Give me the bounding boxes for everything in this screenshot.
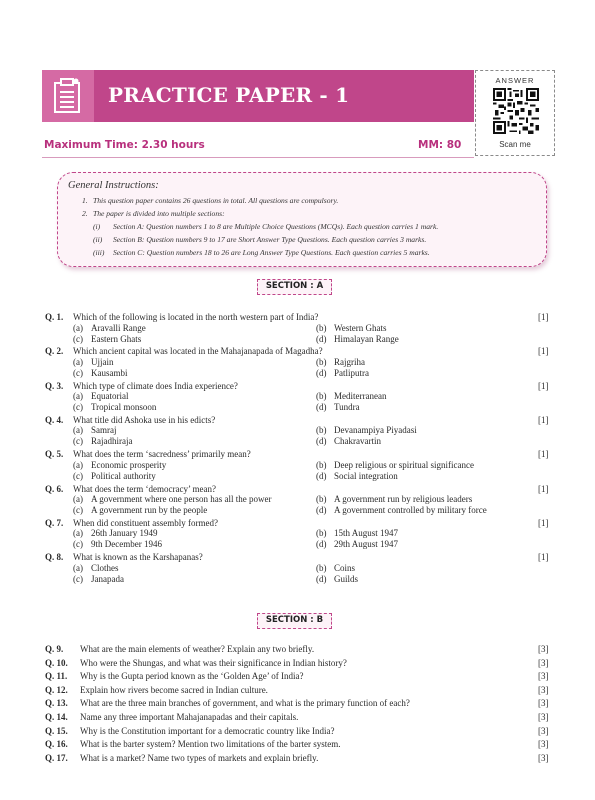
question-marks: [3] [538, 684, 549, 695]
option-text: Samraj [91, 425, 117, 436]
option-label: (b) [316, 494, 327, 504]
option-text: 26th January 1949 [91, 528, 158, 539]
option-label: (a) [73, 356, 83, 367]
instruction-sub-text: Section B: Question numbers 9 to 17 are Short Answer Type Questions. Each question carries 3 marks. [113, 235, 427, 244]
option-label: (b) [316, 425, 327, 436]
header-divider [42, 157, 474, 158]
instruction-number: 2. [82, 209, 88, 218]
option-label: (c) [73, 505, 83, 515]
document-icon [42, 70, 94, 122]
option-label: (d) [316, 505, 327, 515]
question-marks: [3] [538, 657, 549, 668]
question-text: Name any three important Mahajanapadas and their capitals. [80, 712, 299, 722]
option-label: (a) [73, 391, 83, 402]
question-text: What is known as the Karshapanas? [73, 552, 203, 563]
option-text: 9th December 1946 [91, 539, 162, 550]
option-label: (b) [316, 322, 327, 333]
option-text: Economic prosperity [91, 459, 167, 470]
option-label: (d) [316, 402, 327, 413]
option-label: (c) [73, 539, 83, 550]
option-text: Eastern Ghats [91, 333, 142, 344]
question-text: When did constituent assembly formed? [73, 517, 218, 528]
option-label: (a) [73, 459, 83, 470]
question-marks: [3] [538, 712, 549, 722]
question-number: Q. 14. [45, 712, 68, 722]
instruction-sub-number: (iii) [93, 248, 105, 257]
question-number: Q. 16. [45, 739, 68, 750]
section-b-heading: SECTION : B [257, 613, 332, 629]
option-label: (c) [73, 402, 83, 413]
option-text: Janapada [91, 573, 124, 584]
question-marks: [3] [538, 644, 549, 654]
question-number: Q. 9. [45, 644, 64, 654]
instruction-sub-number: (i) [93, 222, 101, 231]
instruction-text: The paper is divided into multiple sections: [93, 209, 225, 218]
qr-scan-caption: Scan me [499, 140, 531, 149]
question-number: Q. 10. [45, 657, 68, 668]
option-label: (d) [316, 436, 327, 447]
instruction-sub-text: Section C: Question numbers 18 to 26 are Long Answer Type Questions. Each question carries 5 marks. [113, 248, 430, 257]
option-label: (a) [73, 562, 83, 573]
qr-code-icon[interactable] [493, 88, 539, 134]
option-text: A government controlled by military force [334, 505, 487, 515]
option-label: (c) [73, 470, 83, 481]
question-marks: [1] [538, 483, 549, 494]
question-text: Why is the Gupta period known as the ‘Golden Age’ of India? [80, 671, 304, 682]
option-text: 15th August 1947 [334, 528, 399, 539]
option-label: (d) [316, 573, 327, 584]
option-label: (b) [316, 459, 327, 470]
section-a-heading: SECTION : A [257, 279, 332, 295]
option-text: Tropical monsoon [91, 402, 157, 413]
option-text: Chakravartin [334, 436, 381, 447]
question-marks: [1] [538, 346, 549, 357]
option-text: Coins [334, 562, 356, 573]
general-instructions [57, 172, 547, 267]
question-marks: [1] [538, 517, 549, 528]
instruction-number: 1. [82, 196, 88, 205]
option-label: (a) [73, 322, 83, 333]
answer-qr-box[interactable] [475, 70, 555, 156]
option-label: (c) [73, 573, 83, 584]
question-marks: [1] [538, 552, 549, 563]
option-text: Social integration [334, 470, 398, 481]
option-label: (c) [73, 367, 83, 378]
question-marks: [3] [538, 739, 549, 750]
max-marks: MM: 80 [418, 139, 462, 151]
option-label: (a) [73, 494, 83, 504]
question-text: What is a market? Name two types of markets and explain briefly. [80, 752, 319, 763]
option-label: (d) [316, 333, 327, 344]
question-number: Q. 4. [45, 414, 64, 425]
option-label: (a) [73, 425, 83, 436]
question-number: Q. 15. [45, 725, 68, 736]
option-label: (b) [316, 528, 327, 539]
question-text: What are the main elements of weather? Explain any two briefly. [80, 644, 315, 654]
option-label: (a) [73, 528, 83, 539]
option-text: Political authority [91, 470, 156, 481]
question-number: Q. 11. [45, 671, 68, 682]
option-label: (b) [316, 391, 327, 402]
option-text: 29th August 1947 [334, 539, 399, 550]
instruction-sub-number: (ii) [93, 235, 103, 244]
page-title: PRACTICE PAPER - 1 [108, 83, 350, 107]
option-label: (c) [73, 436, 83, 447]
question-text: Which of the following is located in the north western part of India? [73, 312, 319, 322]
option-text: Rajadhiraja [91, 436, 133, 447]
question-text: Why is the Constitution important for a democratic country like India? [80, 725, 335, 736]
option-text: A government run by religious leaders [334, 494, 473, 504]
question-marks: [3] [538, 698, 549, 709]
question-marks: [3] [538, 752, 549, 763]
question-number: Q. 17. [45, 752, 68, 763]
question-number: Q. 8. [45, 552, 64, 563]
question-marks: [1] [538, 312, 549, 322]
question-marks: [1] [538, 380, 549, 391]
question-marks: [3] [538, 725, 549, 736]
qr-answer-label: ANSWER [495, 76, 535, 85]
question-number: Q. 6. [45, 483, 64, 494]
question-text: Which type of climate does India experience? [73, 380, 238, 391]
option-text: Ujjain [91, 356, 114, 367]
question-text: What title did Ashoka use in his edicts? [73, 414, 216, 425]
question-text: What is the barter system? Mention two limitations of the barter system. [80, 739, 341, 750]
question-text: Which ancient capital was located in the Mahajanapada of Magadha? [73, 346, 323, 357]
instructions-title: General Instructions: [68, 180, 159, 191]
question-marks: [1] [538, 449, 549, 460]
option-text: A government run by the people [91, 505, 208, 515]
option-text: Aravalli Range [91, 322, 146, 333]
question-number: Q. 12. [45, 684, 68, 695]
option-text: Western Ghats [334, 322, 387, 333]
question-text: Who were the Shungas, and what was their significance in Indian history? [80, 657, 347, 668]
option-text: Rajgriha [334, 356, 365, 367]
question-marks: [3] [538, 671, 549, 682]
option-text: Deep religious or spiritual significance [334, 459, 474, 470]
option-label: (b) [316, 356, 327, 367]
option-label: (c) [73, 333, 83, 344]
option-text: Mediterranean [334, 391, 387, 402]
option-text: Himalayan Range [334, 333, 399, 344]
option-text: Devanampiya Piyadasi [334, 425, 417, 436]
option-text: Clothes [91, 562, 119, 573]
option-text: A government where one person has all the power [91, 494, 272, 504]
question-text: What are the three main branches of government, and what is the primary function of each? [80, 698, 410, 709]
option-text: Tundra [334, 402, 360, 413]
option-label: (d) [316, 470, 327, 481]
question-number: Q. 13. [45, 698, 68, 709]
question-number: Q. 1. [45, 312, 64, 322]
option-text: Guilds [334, 573, 359, 584]
question-number: Q. 7. [45, 517, 64, 528]
instruction-sub-text: Section A: Question numbers 1 to 8 are Multiple Choice Questions (MCQs). Each question carries 1 mark. [113, 222, 439, 231]
title-banner [42, 70, 474, 122]
question-text: Explain how rivers become sacred in Indian culture. [80, 684, 268, 695]
max-time: Maximum Time: 2.30 hours [44, 139, 205, 151]
question-number: Q. 5. [45, 449, 64, 460]
question-marks: [1] [538, 414, 549, 425]
option-label: (d) [316, 367, 327, 378]
question-number: Q. 3. [45, 380, 64, 391]
question-text: What does the term ‘sacredness’ primarily mean? [73, 449, 251, 460]
question-number: Q. 2. [45, 346, 64, 357]
option-label: (b) [316, 562, 327, 573]
option-text: Kausambi [91, 367, 128, 378]
option-text: Patliputra [334, 367, 369, 378]
instruction-text: This question paper contains 26 questions in total. All questions are compulsory. [93, 196, 339, 205]
option-text: Equatorial [91, 391, 129, 402]
question-text: What does the term ‘democracy’ mean? [73, 483, 217, 494]
option-label: (d) [316, 539, 327, 550]
